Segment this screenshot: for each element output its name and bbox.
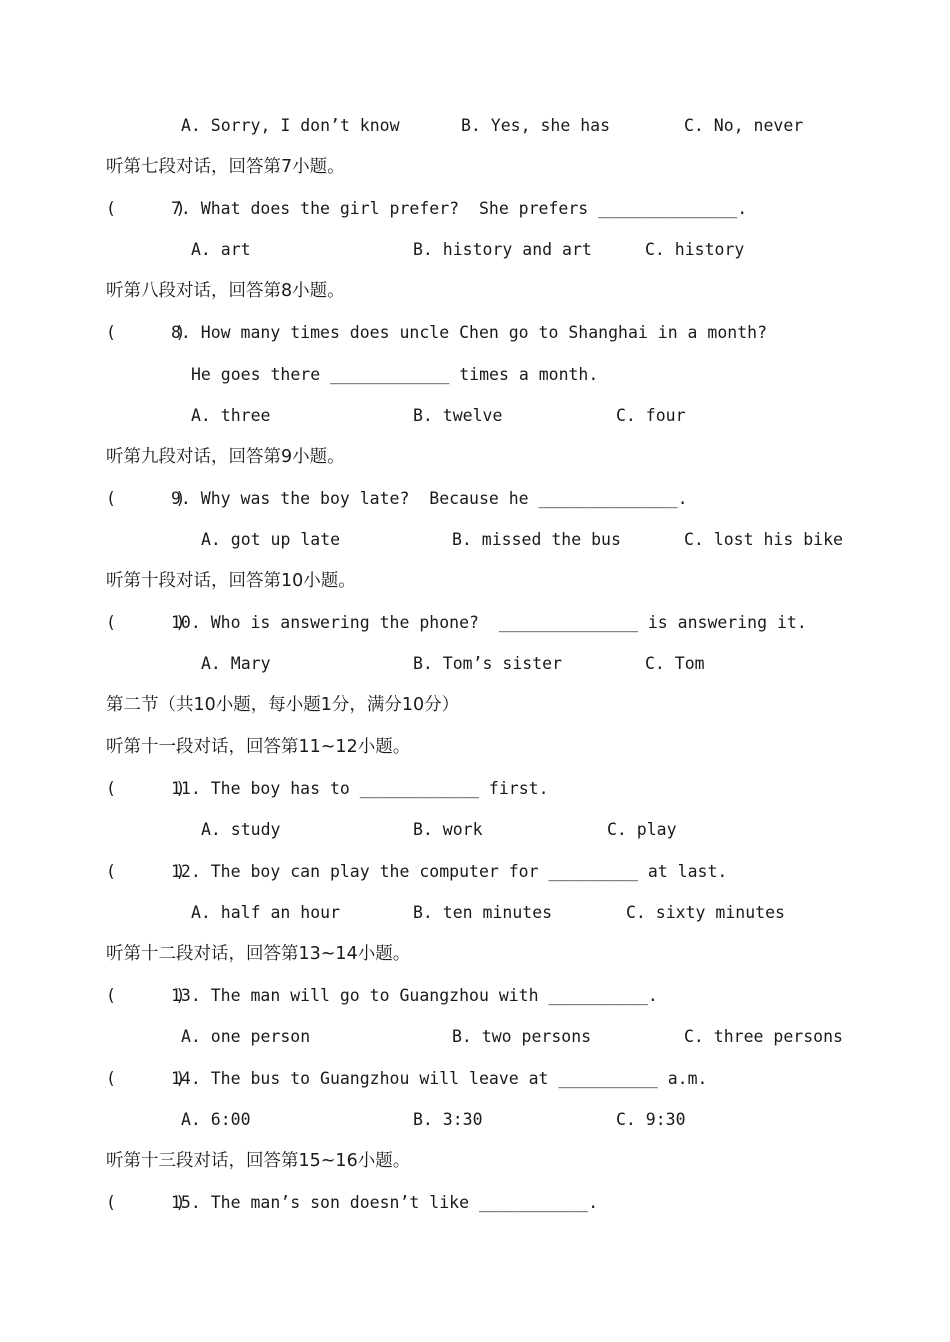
q10-option-a: A. Mary — [201, 654, 271, 673]
q14-option-c: C. 9:30 — [616, 1110, 686, 1129]
q10-suffix: is answering it. — [637, 613, 807, 632]
q13-question — [171, 985, 658, 1007]
q9-option-c: C. lost his bike — [684, 530, 843, 549]
q7-suffix: . — [737, 199, 748, 218]
q10-option-b: B. Tom’s sister — [413, 654, 563, 673]
q12-option-b: B. ten minutes — [413, 903, 553, 922]
q6-option-c: C. No, never — [684, 116, 804, 135]
q8-paren: ( ) — [106, 323, 186, 342]
q13-option-c: C. three persons — [684, 1027, 843, 1046]
q9-option-b: B. missed the bus — [452, 530, 621, 549]
q12-blank: _________ — [548, 862, 638, 881]
q7-blank: ______________ — [598, 199, 738, 218]
q14-prefix: 14. The bus to Guangzhou will leave at — [171, 1069, 559, 1088]
q7-option-c: C. history — [645, 240, 745, 259]
q11-question — [171, 778, 549, 800]
part2-heading: 第二节（共10小题，每小题1分，满分10分） — [106, 695, 460, 715]
q13-option-b: B. two persons — [452, 1027, 592, 1046]
section9-heading: 听第九段对话，回答第9小题。 — [106, 447, 345, 467]
q12-option-a: A. half an hour — [191, 903, 341, 922]
q7-prefix: 7. What does the girl prefer? She prefers — [171, 199, 599, 218]
q12-paren: ( ) — [106, 862, 186, 881]
q15-blank: ___________ — [478, 1193, 589, 1212]
q9-prefix: 9. Why was the boy late? Because he — [171, 489, 539, 508]
q8-question: 8. How many times does uncle Chen go to Shanghai in a month? — [171, 323, 768, 342]
q10-question — [171, 612, 807, 634]
q8-blank: ____________ — [330, 365, 450, 384]
q10-prefix: 10. Who is answering the phone? — [171, 613, 499, 632]
q6-option-a: A. Sorry, I don’t know — [181, 116, 400, 135]
q7-paren: ( ) — [106, 199, 186, 218]
q10-option-c: C. Tom — [645, 654, 705, 673]
q10-blank: ______________ — [498, 613, 638, 632]
q11-paren: ( ) — [106, 779, 186, 798]
section13-heading: 听第十三段对话，回答第15~16小题。 — [106, 1151, 411, 1171]
q7-question — [171, 198, 747, 220]
q7-option-b: B. history and art — [413, 240, 592, 259]
q8-option-a: A. three — [191, 406, 271, 425]
q8-option-b: B. twelve — [413, 406, 503, 425]
q8-line2-suffix: times a month. — [449, 365, 599, 384]
section11-heading: 听第十一段对话，回答第11~12小题。 — [106, 737, 411, 757]
section10-heading: 听第十段对话，回答第10小题。 — [106, 571, 356, 591]
q7-option-a: A. art — [191, 240, 251, 259]
q15-paren: ( ) — [106, 1193, 186, 1212]
q12-option-c: C. sixty minutes — [626, 903, 785, 922]
q15-suffix: . — [588, 1193, 599, 1212]
q9-suffix: . — [677, 489, 688, 508]
q14-suffix: a.m. — [657, 1069, 708, 1088]
q6-option-b: B. Yes, she has — [461, 116, 611, 135]
q14-blank: __________ — [558, 1069, 658, 1088]
q11-suffix: first. — [478, 779, 549, 798]
q11-option-a: A. study — [201, 820, 281, 839]
q14-option-b: B. 3:30 — [413, 1110, 483, 1129]
q12-suffix: at last. — [637, 862, 728, 881]
q15-question — [171, 1192, 598, 1214]
section7-heading: 听第七段对话，回答第7小题。 — [106, 157, 345, 177]
q8-option-c: C. four — [616, 406, 686, 425]
q14-paren: ( ) — [106, 1069, 186, 1088]
q12-question — [171, 861, 727, 883]
q14-option-a: A. 6:00 — [181, 1110, 251, 1129]
q13-blank: __________ — [548, 986, 648, 1005]
section12-heading: 听第十二段对话，回答第13~14小题。 — [106, 944, 411, 964]
q14-question — [171, 1068, 707, 1090]
q10-paren: ( ) — [106, 613, 186, 632]
q13-prefix: 13. The man will go to Guangzhou with — [171, 986, 549, 1005]
q8-line2 — [191, 364, 598, 386]
section8-heading: 听第八段对话，回答第8小题。 — [106, 281, 345, 301]
q13-paren: ( ) — [106, 986, 186, 1005]
q9-paren: ( ) — [106, 489, 186, 508]
q9-option-a: A. got up late — [201, 530, 341, 549]
q11-option-b: B. work — [413, 820, 483, 839]
q8-line2-prefix: He goes there — [191, 365, 331, 384]
q15-prefix: 15. The man’s son doesn’t like — [171, 1193, 479, 1212]
q11-option-c: C. play — [607, 820, 677, 839]
q13-suffix: . — [647, 986, 658, 1005]
q13-option-a: A. one person — [181, 1027, 311, 1046]
q12-prefix: 12. The boy can play the computer for — [171, 862, 549, 881]
q9-blank: ______________ — [538, 489, 678, 508]
q9-question — [171, 488, 688, 510]
q11-blank: ____________ — [359, 779, 479, 798]
q11-prefix: 11. The boy has to — [171, 779, 360, 798]
